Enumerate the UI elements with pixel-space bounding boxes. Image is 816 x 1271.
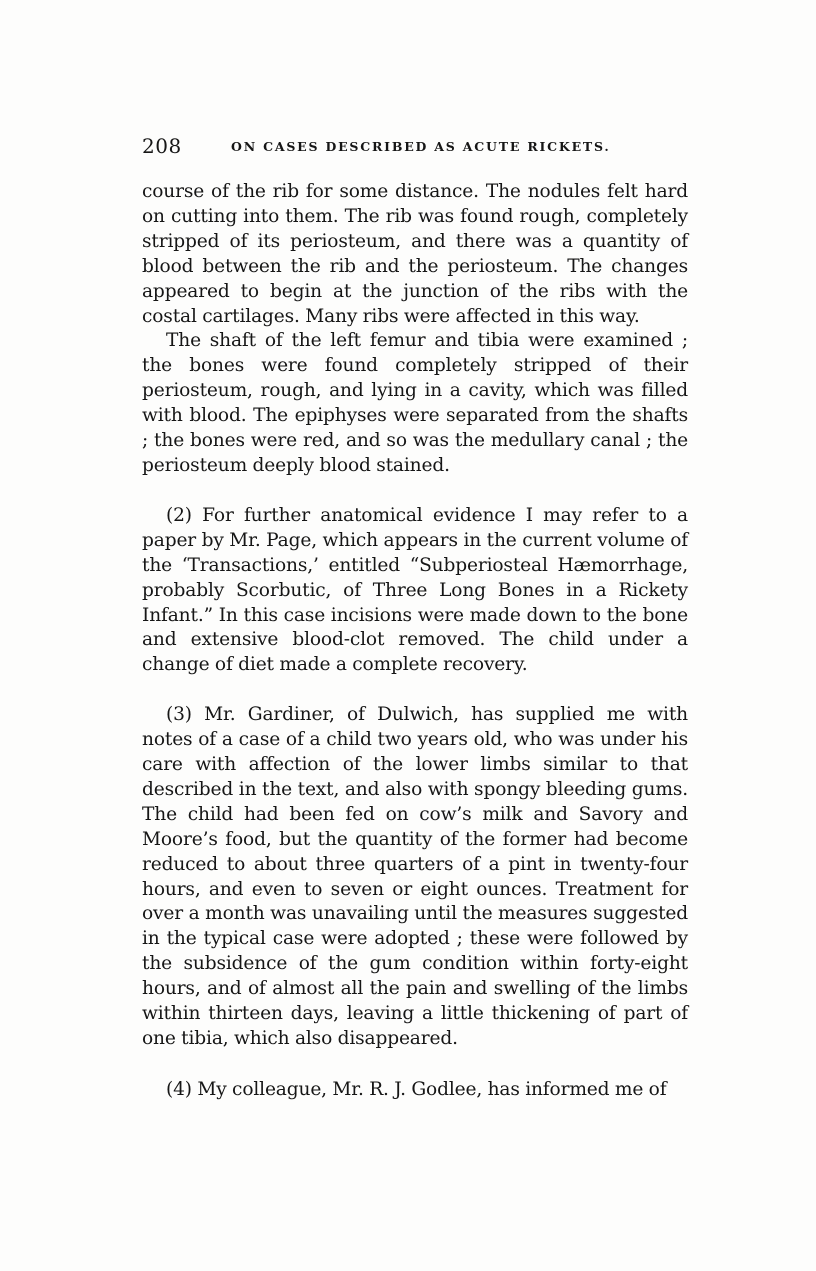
- paragraph-femur-tibia: The shaft of the left femur and tibia were examined ; the bones were found completely stripped of their periosteum, rough, and lying in a cavity, which was filled with blood. The epiphyses were separated from the shafts ; the bones were red, and so was the medullary canal ; the periosteum deeply blood stained.: [142, 330, 688, 476]
- page-number: 208: [142, 134, 182, 158]
- body-text: [142, 180, 688, 1103]
- page-header: [142, 134, 688, 160]
- paragraph-case-2: (2) For further anatomical evidence I may refer to a paper by Mr. Page, which appears in the current volume of the ‘Transactions,’ entitled “Subperiosteal Hæmorrhage, probably Scorbutic, of Three Long Bones in a Rickety Infant.” In this case incisions were made down to the bone and extensive blood-clot removed. The child under a change of diet made a complete recovery.: [142, 504, 688, 676]
- running-title: ON CASES DESCRIBED AS ACUTE RICKETS.: [231, 139, 611, 154]
- paragraph-case-4: (4) My colleague, Mr. R. J. Godlee, has informed me of: [166, 1078, 667, 1100]
- paragraph-rib-description: course of the rib for some distance. The nodules felt hard on cutting into them. The rib was found rough, completely stripped of its periosteum, and there was a quantity of blood between the rib and the periosteum. The changes appeared to begin at the junction of the ribs with the costal cartilages. Many ribs were affected in this way.: [142, 181, 688, 327]
- paragraph-case-3: (3) Mr. Gardiner, of Dulwich, has supplied me with notes of a case of a child two years old, who was under his care with affection of the lower limbs similar to that described in the text, and also with spongy bleeding gums. The child had been fed on cow’s milk and Savory and Moore’s food, but the quantity of the former had become reduced to about three quarters of a pint in twenty-four hours, and even to seven or eight ounces. Treatment for over a month was unavailing until the measures suggested in the typical case were adopted ; these were followed by the subsidence of the gum condition within forty-eight hours, and of almost all the pain and swelling of the limbs within thirteen days, leaving a little thickening of part of one tibia, which also disappeared.: [142, 704, 688, 1049]
